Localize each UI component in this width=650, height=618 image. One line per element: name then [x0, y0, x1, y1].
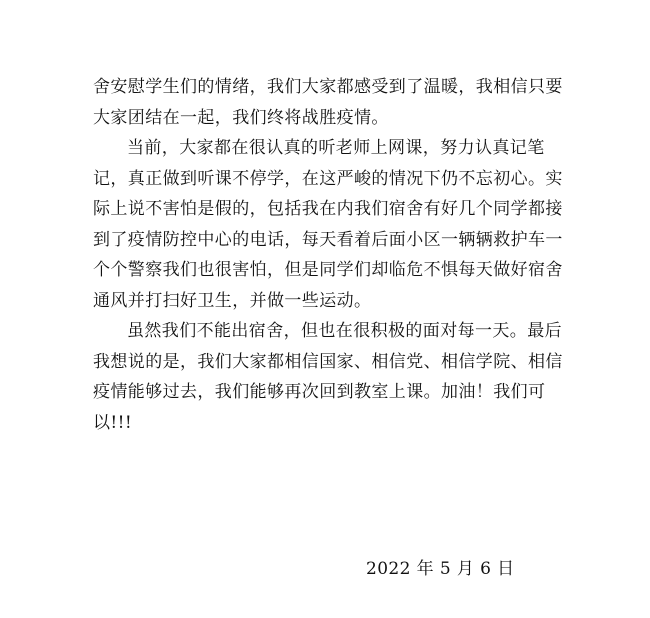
body-text: [93, 72, 563, 438]
signature-date: 2022 年 5 月 6 日: [366, 559, 515, 579]
paragraph-current-situation: 当前，大家都在很认真的听老师上网课，努力认真记笔记，真正做到听课不停学，在这严峻的情况下仍不忘初心。实际上说不害怕是假的，包括我在内我们宿舍有好几个同学都接到了疫情防控中心的电话，每天看着后面小区一辆辆救护车一个个警察我们也很害怕，但是同学们却临危不惧每天做好宿舍通风并打扫好卫生，并做一些运动。: [93, 138, 563, 311]
paragraph-conclusion: 虽然我们不能出宿舍，但也在很积极的面对每一天。最后我想说的是，我们大家都相信国家、相信党、相信学院、相信疫情能够过去，我们能够再次回到教室上课。加油！我们可以!!!: [93, 321, 563, 433]
paragraph-continued: 舍安慰学生们的情绪，我们大家都感受到了温暖，我相信只要大家团结在一起，我们终将战胜疫情。: [93, 77, 563, 128]
